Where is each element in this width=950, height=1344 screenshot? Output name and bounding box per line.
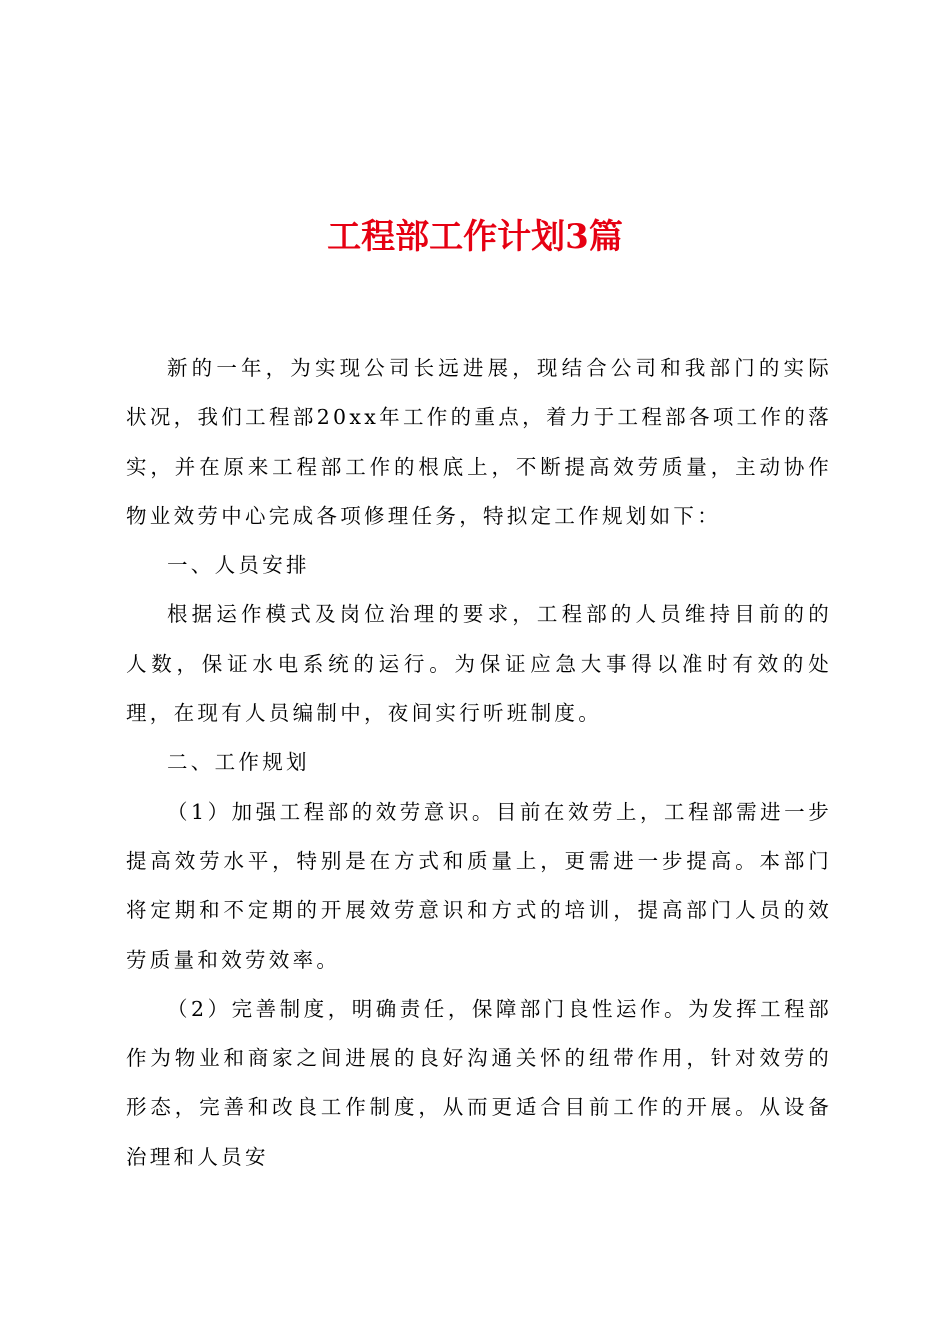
document-title: 工程部工作计划3篇 <box>327 217 623 257</box>
intro-paragraph: 新的一年，为实现公司长远进展，现结合公司和我部门的实际状况，我们工程部20xx年工作的重点，着力于工程部各项工作的落实，并在原来工程部工作的根底上，不断提高效劳质量，主动协作物业效劳中心完成各项修理任务，特拟定工作规划如下： <box>126 356 832 528</box>
document-body <box>126 344 832 1182</box>
work-plan-item-2: （2）完善制度，明确责任，保障部门良性运作。为发挥工程部作为物业和商家之间进展的良好沟通关怀的纽带作用，针对效劳的形态，完善和改良工作制度，从而更适合目前工作的开展。从设备治理和人员安 <box>126 996 832 1169</box>
staffing-paragraph: 根据运作模式及岗位治理的要求，工程部的人员维持目前的的人数，保证水电系统的运行。为保证应急大事得以准时有效的处理，在现有人员编制中，夜间实行听班制度。 <box>126 602 832 726</box>
section-heading-staffing: 一、人员安排 <box>167 553 310 578</box>
work-plan-item-1: （1）加强工程部的效劳意识。目前在效劳上，工程部需进一步提高效劳水平，特别是在方式和质量上，更需进一步提高。本部门将定期和不定期的开展效劳意识和方式的培训，提高部门人员的效劳质量和效劳效率。 <box>126 799 832 972</box>
section-heading-work-plan: 二、工作规划 <box>167 750 310 775</box>
